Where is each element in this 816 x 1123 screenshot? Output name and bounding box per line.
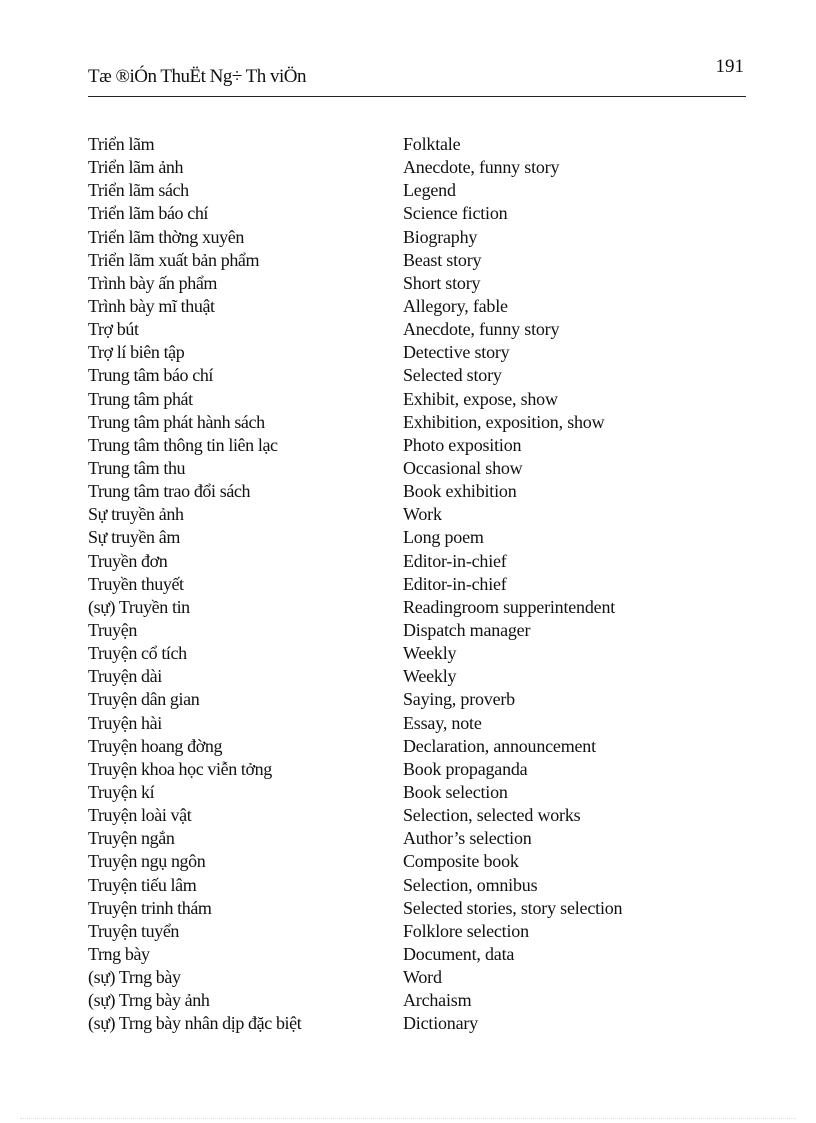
glossary-row <box>88 457 748 480</box>
vietnamese-term: Sự truyền ảnh <box>88 504 184 525</box>
vietnamese-term: Triển lãm ảnh <box>88 157 184 178</box>
glossary-row <box>88 735 748 758</box>
glossary-row <box>88 920 748 943</box>
english-term: Document, data <box>403 943 515 964</box>
page-header <box>88 56 746 97</box>
glossary-row <box>88 874 748 897</box>
glossary-row <box>88 966 748 989</box>
glossary-row <box>88 295 748 318</box>
english-term: Occasional show <box>403 457 523 478</box>
glossary-row <box>88 897 748 920</box>
glossary-row <box>88 688 748 711</box>
vietnamese-term: Truyện cổ tích <box>88 643 187 664</box>
glossary-row <box>88 989 748 1012</box>
glossary-row <box>88 272 748 295</box>
glossary-row <box>88 226 748 249</box>
english-term: Allegory, fable <box>403 295 508 316</box>
english-term: Legend <box>403 180 456 201</box>
english-term: Exhibit, expose, show <box>403 388 558 409</box>
vietnamese-term: Trung tâm phát hành sách <box>88 411 265 432</box>
english-term: Long poem <box>403 527 484 548</box>
english-term: Dispatch manager <box>403 619 531 640</box>
vietnamese-term: Truyện hài <box>88 712 162 733</box>
english-term: Author’s selection <box>403 828 532 849</box>
english-term: Work <box>403 504 442 525</box>
glossary-row <box>88 550 748 573</box>
glossary-row <box>88 850 748 873</box>
vietnamese-term: Truyện tiếu lâm <box>88 874 197 895</box>
vietnamese-term: (sự) Trng bày ảnh <box>88 990 210 1011</box>
english-term: Book selection <box>403 781 508 802</box>
page-bottom-edge <box>20 1118 796 1119</box>
english-term: Selection, selected works <box>403 805 581 826</box>
vietnamese-term: Triển lãm báo chí <box>88 203 209 224</box>
english-term: Selected stories, story selection <box>403 897 623 918</box>
english-term: Biography <box>403 226 478 247</box>
glossary-row <box>88 781 748 804</box>
vietnamese-term: Truyện khoa học viễn tởng <box>88 758 272 779</box>
glossary-row <box>88 156 748 179</box>
english-term: Beast story <box>403 249 482 270</box>
vietnamese-term: (sự) Truyền tin <box>88 596 190 617</box>
glossary-row <box>88 249 748 272</box>
english-term: Dictionary <box>403 1013 478 1034</box>
vietnamese-term: Truyện kí <box>88 781 155 802</box>
glossary-row <box>88 619 748 642</box>
glossary-row <box>88 480 748 503</box>
english-term: Book propaganda <box>403 758 528 779</box>
english-term: Readingroom supperintendent <box>403 596 616 617</box>
vietnamese-term: Triển lãm thờng xuyên <box>88 226 244 247</box>
glossary-row <box>88 526 748 549</box>
glossary-row <box>88 503 748 526</box>
english-term: Saying, proverb <box>403 689 515 710</box>
glossary-row <box>88 202 748 225</box>
vietnamese-term: Truyện loài vật <box>88 805 192 826</box>
vietnamese-term: Truyện ngắn <box>88 828 175 849</box>
page-number: 191 <box>715 56 744 77</box>
english-term: Selection, omnibus <box>403 874 538 895</box>
glossary-row <box>88 434 748 457</box>
glossary-row <box>88 388 748 411</box>
vietnamese-term: Trung tâm trao đổi sách <box>88 481 251 502</box>
vietnamese-term: Trợ bút <box>88 319 139 340</box>
vietnamese-term: Truyện dài <box>88 666 162 687</box>
vietnamese-term: Trung tâm thông tin liên lạc <box>88 434 278 455</box>
glossary-row <box>88 411 748 434</box>
english-term: Essay, note <box>403 712 482 733</box>
english-term: Archaism <box>403 990 472 1011</box>
english-term: Exhibition, exposition, show <box>403 411 605 432</box>
running-head: Tæ ®iÓn ThuËt Ng÷ Th viÖn <box>88 66 307 87</box>
vietnamese-term: Trình bày mĩ thuật <box>88 295 215 316</box>
vietnamese-term: Truyện <box>88 619 137 640</box>
english-term: Folklore selection <box>403 920 529 941</box>
glossary-row <box>88 318 748 341</box>
vietnamese-term: Sự truyền âm <box>88 527 180 548</box>
vietnamese-term: Trung tâm phát <box>88 388 193 409</box>
english-term: Editor-in-chief <box>403 550 507 571</box>
vietnamese-term: Triển lãm sách <box>88 180 189 201</box>
glossary-row <box>88 364 748 387</box>
glossary-row <box>88 804 748 827</box>
glossary-row <box>88 133 748 156</box>
english-term: Science fiction <box>403 203 508 224</box>
glossary-row <box>88 341 748 364</box>
vietnamese-term: Truyện hoang đờng <box>88 735 223 756</box>
glossary-row <box>88 1012 748 1035</box>
english-term: Photo exposition <box>403 434 522 455</box>
glossary-row <box>88 596 748 619</box>
glossary-row <box>88 179 748 202</box>
glossary-row <box>88 642 748 665</box>
english-term: Anecdote, funny story <box>403 319 560 340</box>
vietnamese-term: Triển lãm <box>88 134 155 154</box>
vietnamese-term: Truyện trinh thám <box>88 897 212 918</box>
english-term: Editor-in-chief <box>403 573 507 594</box>
vietnamese-term: Trợ lí biên tập <box>88 342 185 363</box>
glossary-row <box>88 943 748 966</box>
vietnamese-term: Trng bày <box>88 943 150 964</box>
vietnamese-term: Truyện tuyển <box>88 920 180 941</box>
glossary-row <box>88 827 748 850</box>
english-term: Folktale <box>403 134 461 154</box>
vietnamese-term: Truyện ngụ ngôn <box>88 851 206 872</box>
vietnamese-term: Truyện dân gian <box>88 689 200 710</box>
vietnamese-term: Trung tâm thu <box>88 457 186 478</box>
vietnamese-term: Trình bày ấn phẩm <box>88 272 218 293</box>
vietnamese-term: Triển lãm xuất bản phẩm <box>88 249 260 270</box>
english-term: Selected story <box>403 365 502 386</box>
vietnamese-term: Trung tâm báo chí <box>88 365 214 386</box>
vietnamese-term: (sự) Trng bày <box>88 967 181 988</box>
glossary-row <box>88 573 748 596</box>
glossary-row <box>88 665 748 688</box>
english-term: Word <box>403 967 442 988</box>
vietnamese-term: Truyền đơn <box>88 550 168 571</box>
glossary-row <box>88 712 748 735</box>
english-term: Weekly <box>403 666 457 687</box>
english-term: Weekly <box>403 643 457 664</box>
vietnamese-term: Truyền thuyết <box>88 573 184 594</box>
english-term: Short story <box>403 272 481 293</box>
vietnamese-term: (sự) Trng bày nhân dịp đặc biệt <box>88 1013 302 1034</box>
glossary-row <box>88 758 748 781</box>
english-term: Book exhibition <box>403 481 517 502</box>
english-term: Composite book <box>403 851 519 872</box>
english-term: Detective story <box>403 342 510 363</box>
english-term: Anecdote, funny story <box>403 157 560 178</box>
english-term: Declaration, announcement <box>403 735 596 756</box>
glossary-entries <box>88 133 748 1035</box>
